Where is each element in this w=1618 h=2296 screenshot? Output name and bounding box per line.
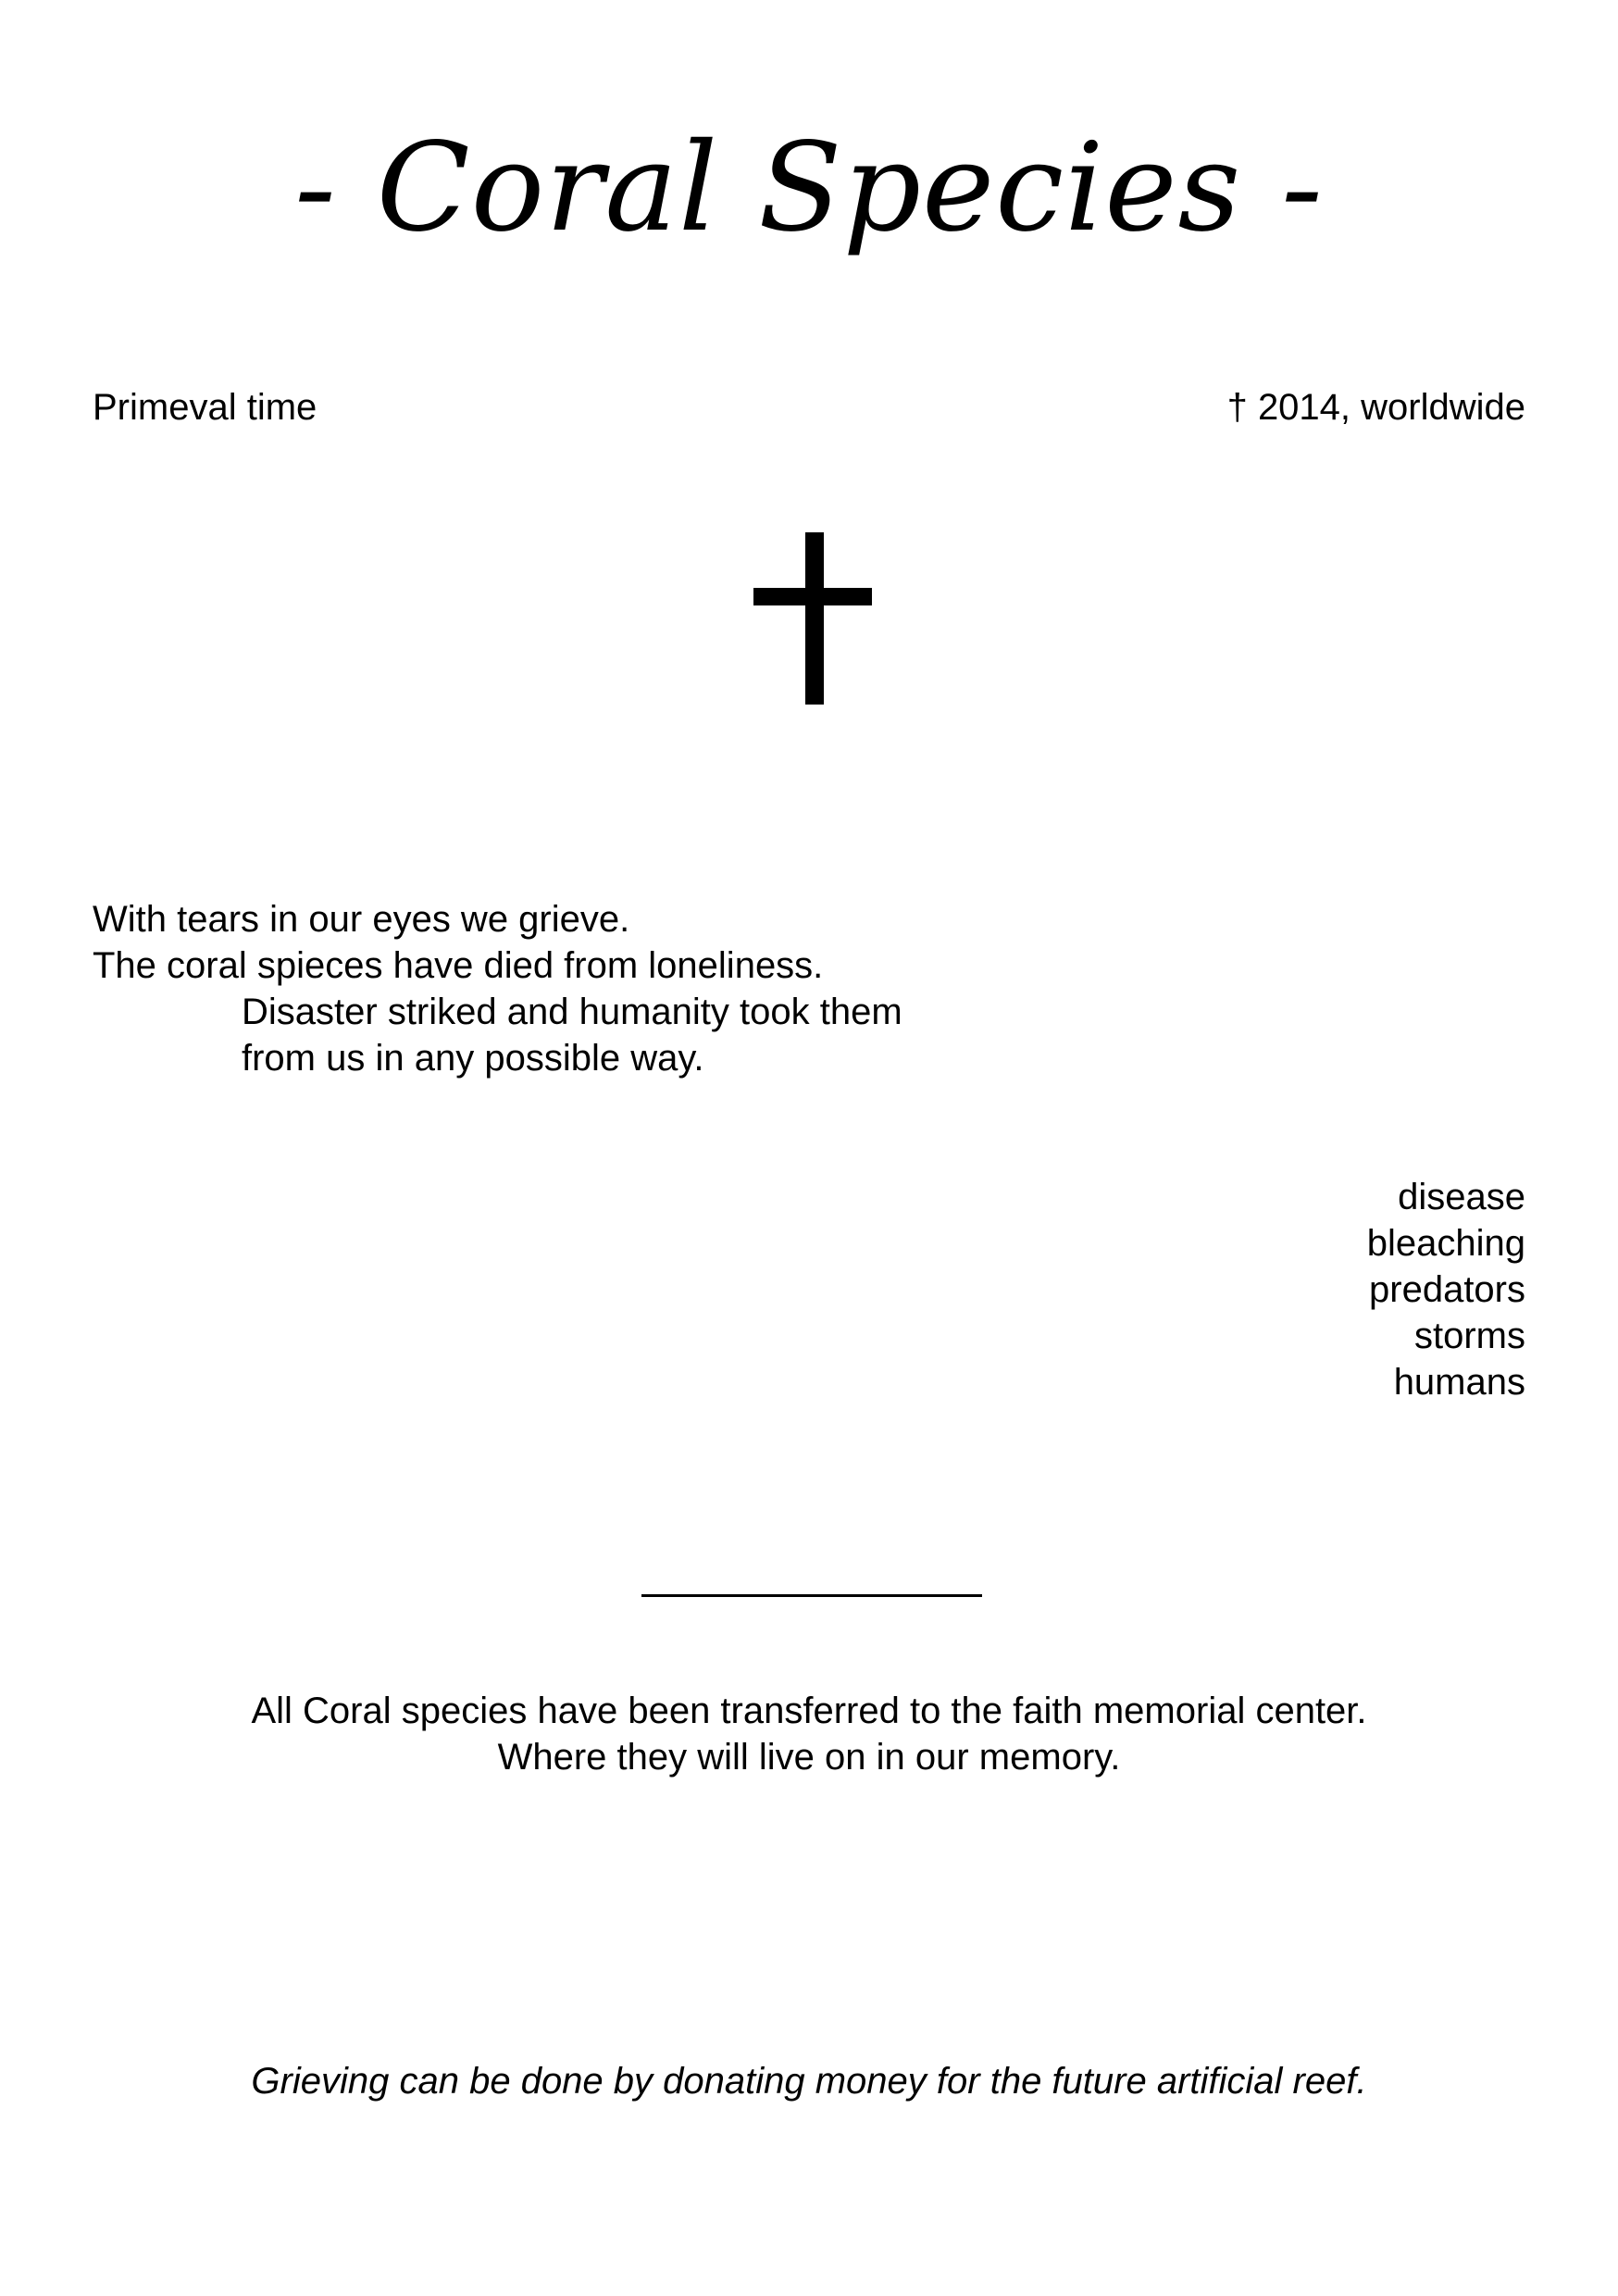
message-line: Disaster striked and humanity took them xyxy=(242,992,902,1032)
birth-date: Primeval time xyxy=(93,387,317,428)
page-title: - Coral Species - xyxy=(294,117,1324,259)
divider-line xyxy=(641,1594,982,1597)
message-line: With tears in our eyes we grieve. xyxy=(93,899,630,940)
cause-item: storms xyxy=(1414,1316,1525,1356)
message-line: The coral spieces have died from loneliness. xyxy=(93,945,824,986)
causes-list xyxy=(1367,1174,1525,1405)
cross-icon xyxy=(753,532,872,705)
cause-item: predators xyxy=(1369,1269,1525,1310)
donation-note: Grieving can be done by donating money for the future artificial reef. xyxy=(251,2061,1367,2102)
grief-message xyxy=(93,896,1111,1081)
cause-item: humans xyxy=(1393,1362,1525,1403)
transfer-line: Where they will live on in our memory. xyxy=(497,1737,1121,1778)
cross-vertical-bar xyxy=(805,532,824,705)
death-date: † 2014, worldwide xyxy=(1226,387,1525,428)
transfer-line: All Coral species have been transferred to the faith memorial center. xyxy=(251,1691,1367,1731)
cross-horizontal-bar xyxy=(753,588,872,605)
message-line: from us in any possible way. xyxy=(242,1038,704,1079)
cause-item: bleaching xyxy=(1366,1223,1525,1264)
cause-item: disease xyxy=(1398,1177,1525,1217)
transfer-notice xyxy=(0,1688,1618,1780)
